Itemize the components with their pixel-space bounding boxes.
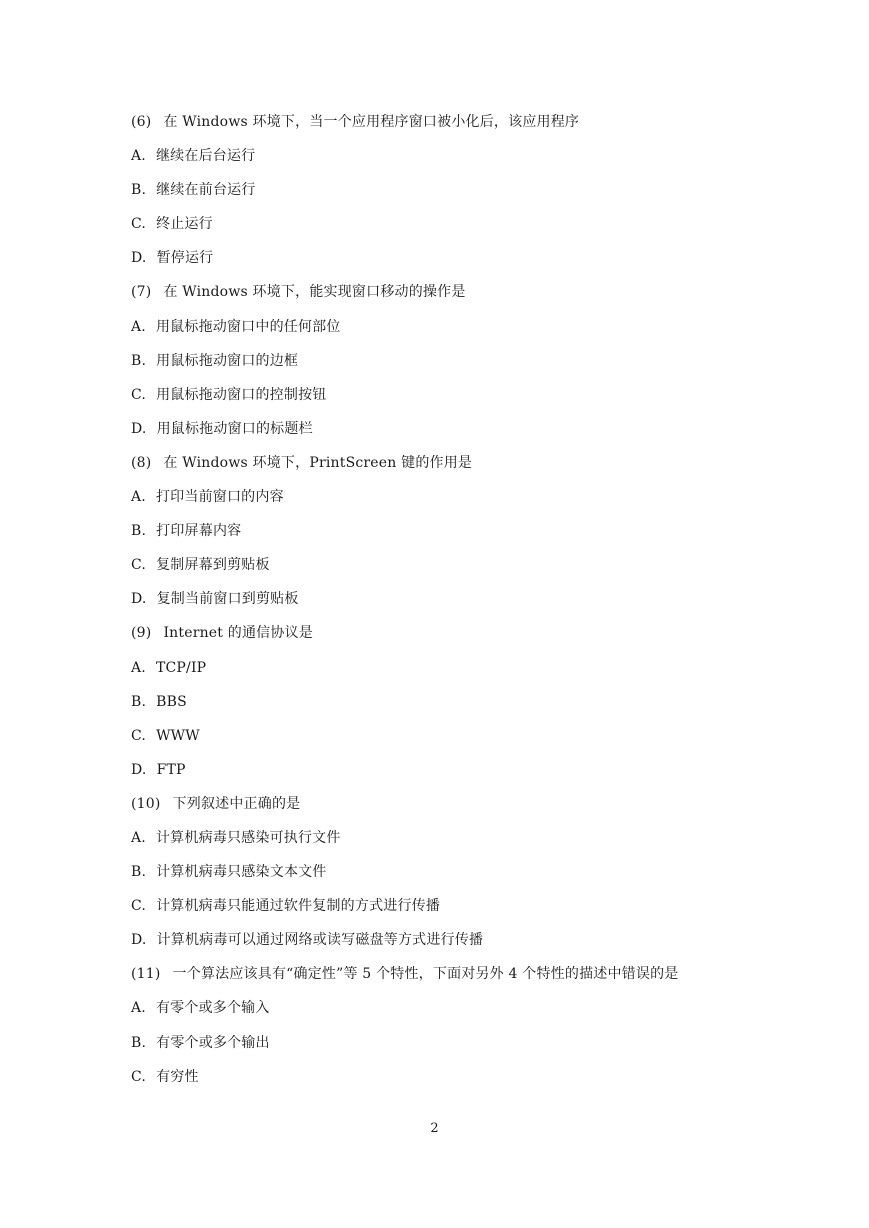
- question-number: (8): [131, 454, 152, 471]
- option-b: [131, 691, 831, 725]
- option-a: [131, 486, 831, 520]
- option-d: [131, 418, 831, 452]
- question-text: 在 Windows 环境下，PrintScreen 键的作用是: [163, 454, 473, 471]
- option-text: 暂停运行: [156, 250, 214, 267]
- option-letter: B.: [131, 693, 147, 710]
- option-letter: D.: [131, 761, 147, 778]
- option-a: [131, 316, 831, 350]
- question-text: 下列叙述中正确的是: [172, 795, 301, 812]
- question-list: [131, 111, 831, 1100]
- option-text: 继续在后台运行: [155, 148, 256, 165]
- question-text: Internet 的通信协议是: [163, 625, 313, 642]
- option-a: [131, 145, 831, 179]
- option-d: [131, 588, 831, 622]
- option-d: [131, 247, 831, 281]
- option-a: [131, 657, 831, 691]
- option-b: [131, 520, 831, 554]
- option-text: 继续在前台运行: [156, 182, 256, 199]
- option-letter: A.: [131, 829, 146, 846]
- question-9: [131, 622, 831, 656]
- option-c: [131, 725, 831, 759]
- option-letter: C.: [131, 727, 147, 744]
- option-letter: D.: [131, 932, 147, 949]
- option-text: 用鼠标拖动窗口的控制按钮: [156, 386, 327, 403]
- option-letter: C.: [131, 386, 147, 403]
- option-b: [131, 1032, 831, 1066]
- option-letter: B.: [131, 864, 147, 881]
- option-letter: C.: [131, 557, 147, 574]
- option-b: [131, 861, 831, 895]
- option-text: 复制屏幕到剪贴板: [156, 557, 270, 574]
- question-6: [131, 111, 831, 145]
- question-11: [131, 963, 831, 997]
- option-letter: D.: [131, 420, 147, 437]
- option-text: 有穷性: [156, 1068, 199, 1085]
- option-c: [131, 1066, 831, 1100]
- option-text: 计算机病毒只能通过软件复制的方式进行传播: [156, 898, 441, 915]
- question-text: 在 Windows 环境下，能实现窗口移动的操作是: [163, 284, 466, 301]
- option-d: [131, 929, 831, 963]
- option-letter: A.: [131, 659, 146, 676]
- question-number: (7): [131, 284, 152, 301]
- option-letter: B.: [131, 182, 147, 199]
- question-text: 一个算法应该具有“确定性”等 5 个特性，下面对另外 4 个特性的描述中错误的是: [172, 966, 679, 983]
- option-letter: A.: [131, 1000, 146, 1017]
- question-8: [131, 452, 831, 486]
- option-text: BBS: [156, 693, 187, 710]
- option-text: TCP/IP: [155, 659, 207, 676]
- option-text: WWW: [156, 727, 200, 744]
- option-text: 复制当前窗口到剪贴板: [156, 591, 299, 608]
- option-letter: A.: [131, 489, 146, 506]
- option-text: 用鼠标拖动窗口的标题栏: [156, 420, 313, 437]
- option-letter: C.: [131, 898, 147, 915]
- option-letter: D.: [131, 250, 147, 267]
- option-text: 用鼠标拖动窗口的边框: [156, 352, 299, 369]
- option-a: [131, 827, 831, 861]
- question-7: [131, 281, 831, 315]
- option-letter: C.: [131, 216, 147, 233]
- option-letter: D.: [131, 591, 147, 608]
- question-number: (10): [131, 795, 161, 812]
- question-text: 在 Windows 环境下，当一个应用程序窗口被小化后，该应用程序: [163, 114, 580, 130]
- option-text: 计算机病毒可以通过网络或读写磁盘等方式进行传播: [156, 932, 484, 949]
- option-c: [131, 213, 831, 247]
- question-number: (11): [131, 966, 161, 983]
- option-letter: B.: [131, 523, 147, 540]
- option-c: [131, 384, 831, 418]
- option-c: [131, 554, 831, 588]
- option-text: FTP: [156, 761, 186, 778]
- option-text: 用鼠标拖动窗口中的任何部位: [155, 318, 341, 335]
- option-a: [131, 997, 831, 1031]
- option-text: 有零个或多个输入: [155, 1000, 270, 1017]
- question-10: [131, 793, 831, 827]
- option-text: 终止运行: [156, 216, 213, 233]
- option-letter: C.: [131, 1068, 147, 1085]
- option-letter: A.: [131, 148, 146, 165]
- option-letter: A.: [131, 318, 146, 335]
- question-number: (6): [131, 114, 152, 130]
- option-letter: B.: [131, 1034, 147, 1051]
- option-letter: B.: [131, 352, 147, 369]
- option-text: 打印屏幕内容: [156, 523, 242, 540]
- option-b: [131, 179, 831, 213]
- option-text: 计算机病毒只感染可执行文件: [155, 829, 341, 846]
- option-c: [131, 895, 831, 929]
- option-d: [131, 759, 831, 793]
- option-text: 计算机病毒只感染文本文件: [156, 864, 327, 881]
- option-text: 有零个或多个输出: [156, 1034, 270, 1051]
- question-number: (9): [131, 625, 152, 642]
- option-text: 打印当前窗口的内容: [155, 489, 284, 506]
- page-number: 2: [430, 1121, 439, 1136]
- option-b: [131, 350, 831, 384]
